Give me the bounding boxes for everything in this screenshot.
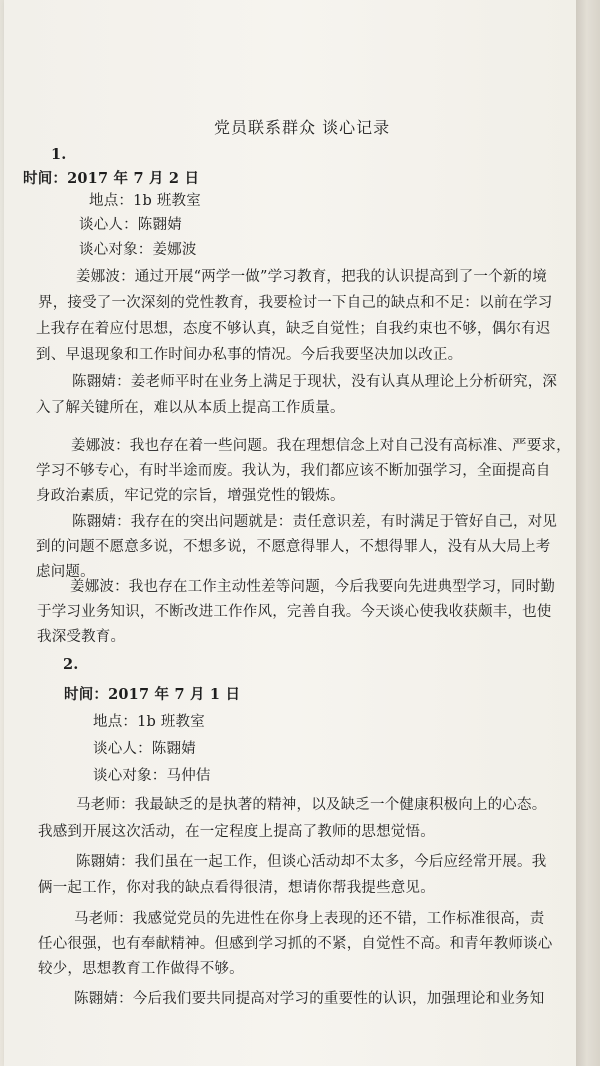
- record-1-p1-line-2: 界，接受了一次深刻的党性教育，我要检讨一下自己的缺点和不足：以前在学习: [38, 295, 553, 311]
- record-1-target: 谈心对象：姜娜波: [79, 242, 197, 258]
- record-1-p2-line-2: 入了解关键所在，难以从本质上提高工作质量。: [36, 400, 345, 416]
- record-1-p5-line-1b: 姜娜波：我也存在工作主动性差等问题，今后我要向先进典型学习，同时勤: [70, 579, 556, 595]
- record-1-number: 1.: [51, 146, 67, 163]
- record-1-p2-line-1: 陈翾婧：姜老师平时在业务上满足于现状，没有认真从理论上分析研究，深: [72, 374, 558, 390]
- record-1-p3-line-2: 学习不够专心，有时半途而废。我认为，我们都应该不断加强学习，全面提高自: [36, 463, 551, 479]
- record-2-time: 时间：2017 年 7 月 1 日: [64, 686, 241, 703]
- record-2-talker: 谈心人：陈翾婧: [93, 741, 196, 757]
- record-2-p1-line-1: 马老师：我最缺乏的是执著的精神，以及缺乏一个健康积极向上的心态。: [76, 797, 547, 813]
- paper-edge: [576, 0, 600, 1066]
- record-2-p4-line-1: 陈翾婧：今后我们要共同提高对学习的重要性的认识，加强理论和业务知: [74, 991, 545, 1007]
- record-2-target: 谈心对象：马仲佶: [93, 768, 211, 784]
- record-2-p3-line-1: 马老师：我感觉党员的先进性在你身上表现的还不错，工作标准很高，责: [74, 911, 545, 927]
- record-2-p2-line-1: 陈翾婧：我们虽在一起工作，但谈心活动却不太多，今后应经常开展。我: [76, 854, 547, 870]
- document-title: 党员联系群众 谈心记录: [214, 118, 391, 137]
- record-1-p3-line-3: 身政治素质，牢记党的宗旨，增强党性的锻炼。: [36, 488, 345, 504]
- record-1-place: 地点：1b 班教室: [89, 193, 201, 209]
- record-1-p5-line-2: 于学习业务知识，不断改进工作作风，完善自我。今天谈心使我收获颇丰，也使: [37, 604, 552, 620]
- record-1-talker: 谈心人：陈翾婧: [79, 217, 182, 233]
- record-1-time: 时间：2017 年 7 月 2 日: [23, 170, 200, 187]
- record-1-p5-line-3: 我深受教育。: [37, 629, 126, 645]
- record-2-p2-line-2: 俩一起工作，你对我的缺点看得很清，想请你帮我提些意见。: [38, 880, 435, 896]
- record-1-p1-line-3: 上我存在着应付思想，态度不够认真，缺乏自觉性；自我约束也不够，偶尔有迟: [36, 321, 551, 337]
- record-2-p3-line-3: 较少，思想教育工作做得不够。: [38, 961, 244, 977]
- record-1-p1-line-1: 姜娜波：通过开展“两学一做”学习教育，把我的认识提高到了一个新的境: [76, 269, 547, 285]
- record-1-p4-line-1: 陈翾婧：我存在的突出问题就是：责任意识差，有时满足于管好自己，对见: [72, 514, 558, 530]
- record-1-p1-line-4: 到、早退现象和工作时间办私事的情况。今后我要坚决加以改正。: [36, 347, 463, 363]
- record-2-p3-line-2: 任心很强，也有奉献精神。但感到学习抓的不紧，自觉性不高。和青年教师谈心: [38, 936, 553, 952]
- record-1-p4-line-3: 虑问题。: [36, 564, 95, 580]
- paper-sheet: [4, 0, 576, 1066]
- record-2-number: 2.: [63, 656, 79, 673]
- record-2-place: 地点：1b 班教室: [93, 714, 205, 730]
- record-1-p3-line-1: 姜娜波：我也存在着一些问题。我在理想信念上对自己没有高标准、严要求，: [71, 438, 571, 454]
- record-2-p1-line-2: 我感到开展这次活动，在一定程度上提高了教师的思想觉悟。: [38, 824, 435, 840]
- record-1-p4-line-2: 到的问题不愿意多说，不想多说，不愿意得罪人，不想得罪人，没有从大局上考: [36, 539, 551, 555]
